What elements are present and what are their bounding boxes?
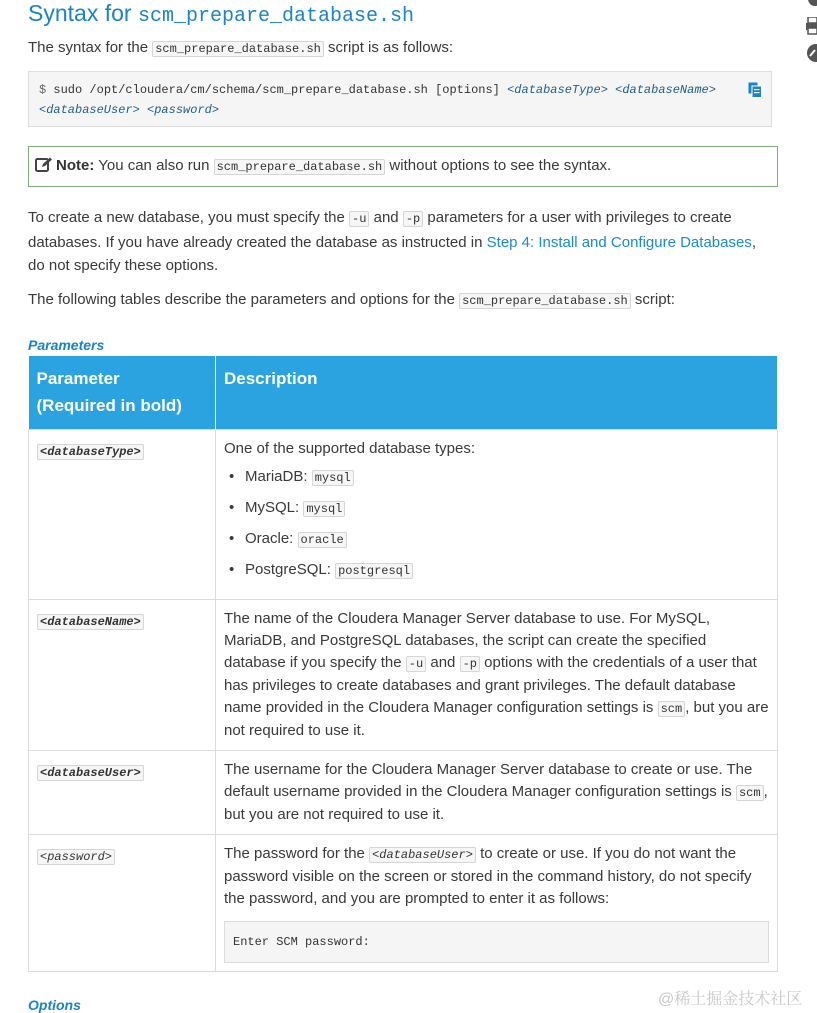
para2-after: script: [634,291,675,308]
table-row [29,430,778,600]
code-arg-database-user: <databaseUser> [39,103,140,117]
para1-text-3: parameters for a user with privileges to create databases. If you have already created the database as instructed in [28,209,732,251]
code-command: sudo /opt/cloudera/cm/schema/scm_prepare_database.sh [options] [53,83,500,97]
param-database-type: <databaseType> [37,444,144,460]
para2-before: The following tables describe the parameters and options for the [28,291,455,308]
table-header-row [29,356,778,430]
description-cell: The name of the Cloudera Manager Server database to use. For MySQL, MariaDB, and PostgreSQL databases, the script can create the specified database if you specify the -u and -p options with the credentials of a user that has privileges to create databases and grant privileges. The default database name provided in the Cloudera Manager configuration settings is scm , but you are not required to use it. [216,600,778,751]
copy-icon[interactable] [748,82,762,98]
p-option-code: -p [403,211,423,227]
intro-after: script is as follows: [328,39,454,56]
page-title [28,0,414,28]
code-prompt: $ [39,83,47,97]
u-option-code: -u [349,211,369,227]
header-param-line1: Parameter [36,369,120,388]
edit-icon [35,157,53,173]
list-item: • MariaDB: mysql [237,466,769,489]
param-cell [29,751,216,835]
param-database-user: <databaseUser> [37,765,144,781]
param-cell [29,835,216,972]
parameters-table [28,356,778,972]
row1-description: One of the supported database types: [224,440,476,457]
para2-script-code: scm_prepare_database.sh [459,293,631,309]
list-item: • PostgreSQL: postgresql [237,559,769,582]
print-icon[interactable] [806,17,817,35]
share-icon[interactable] [806,43,817,63]
code-line-1 [39,80,759,100]
parameters-caption: Parameters [28,337,105,353]
table-row [29,751,778,835]
note-script-code: scm_prepare_database.sh [214,159,386,175]
intro-script-code: scm_prepare_database.sh [152,41,324,57]
syntax-code-block [28,71,772,127]
watermark: @稀土掘金技术社区 [658,991,803,1008]
code-arg-password: <password> [147,103,220,117]
code-line-2 [39,100,759,120]
description-column-header: Description [216,356,778,430]
password-prompt-code: Enter SCM password: [224,921,769,963]
tables-intro-paragraph [28,288,773,313]
code-arg-database-type: <databaseType> [507,83,608,97]
note-label: Note: [56,157,95,174]
list-item: • Oracle: oracle [237,528,769,551]
parameter-column-header [29,356,216,430]
intro-before: The syntax for the [28,39,149,56]
description-cell: The password for the <databaseUser> to create or use. If you do not want the password visible on the screen or stored in the command history, do not specify the password, and you are prompted to enter it as follows: Enter SCM password: [216,835,778,972]
install-databases-link[interactable]: Step 4: Install and Configure Databases [486,234,752,251]
para1-text-2: and [373,209,399,226]
param-cell [29,600,216,751]
options-heading: Options [28,997,81,1013]
param-cell [29,430,216,600]
feedback-icon[interactable] [806,0,817,8]
para1-text-1: To create a new database, you must specify the [28,209,345,226]
para1-text-4: , do not specify these options. [28,234,756,274]
code-arg-database-name: <databaseName> [615,83,716,97]
note-before: You can also run [98,157,210,174]
table-row [29,600,778,751]
title-prefix: Syntax for [28,0,132,26]
description-cell: The username for the Cloudera Manager Server database to create or use. The default username provided in the Cloudera Manager configuration settings is scm , but you are not required to use it. [216,751,778,835]
create-database-paragraph [28,206,773,277]
param-database-name: <databaseName> [37,614,144,630]
param-password: <password> [37,849,115,865]
table-row [29,835,778,972]
list-item: • MySQL: mysql [237,497,769,520]
note-box [28,146,778,187]
database-types-list [224,466,769,582]
title-script: scm_prepare_database.sh [137,5,414,28]
description-cell [216,430,778,600]
note-after: without options to see the syntax. [389,157,612,174]
intro-paragraph [28,36,773,61]
header-param-line2: (Required in bold) [36,396,182,415]
